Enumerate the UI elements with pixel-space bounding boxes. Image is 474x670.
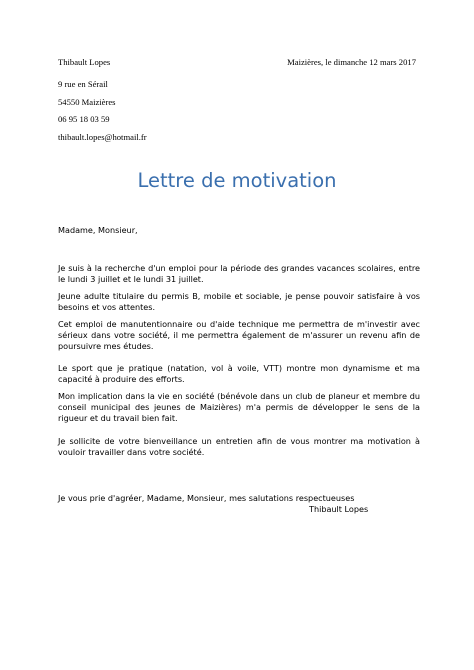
paragraph: Cet emploi de manutentionnaire ou d'aide technique me permettra de m'investir avec sérieux dans votre société, il me permettra également de m'assurer un revenu afin de poursuivre mes études. <box>58 319 420 351</box>
paragraph: Je suis à la recherche d'un emploi pour la période des grandes vacances scolaires, entre le lundi 3 juillet et le lundi 31 juillet. <box>58 263 420 284</box>
sender-city: 54550 Maizières <box>58 97 116 107</box>
paragraph: Mon implication dans la vie en société (bénévole dans un club de planeur et membre du conseil municipal des jeunes de Maizières) m'a permis de développer le sens de la rigueur et du travail bien fait. <box>58 391 420 423</box>
letter-title: Lettre de motivation <box>137 169 337 192</box>
letter-date: Maizières, le dimanche 12 mars 2017 <box>287 57 416 67</box>
salutation: Madame, Monsieur, <box>58 225 138 235</box>
sender-street: 9 rue en Sérail <box>58 79 108 89</box>
signature: Thibault Lopes <box>309 504 369 514</box>
sender-name: Thibault Lopes <box>58 57 111 67</box>
paragraph: Le sport que je pratique (natation, vol à voile, VTT) montre mon dynamisme et ma capacité à produire des efforts. <box>58 363 420 384</box>
paragraph: Jeune adulte titulaire du permis B, mobile et sociable, je pense pouvoir satisfaire à vos besoins et vos attentes. <box>58 291 420 312</box>
sender-email: thibault.lopes@hotmail.fr <box>58 132 147 142</box>
paragraph: Je sollicite de votre bienveillance un entretien afin de vous montrer ma motivation à vouloir travailler dans votre société. <box>58 436 420 457</box>
closing-formula: Je vous prie d'agréer, Madame, Monsieur, mes salutations respectueuses <box>58 493 355 503</box>
sender-phone: 06 95 18 03 59 <box>58 114 110 124</box>
